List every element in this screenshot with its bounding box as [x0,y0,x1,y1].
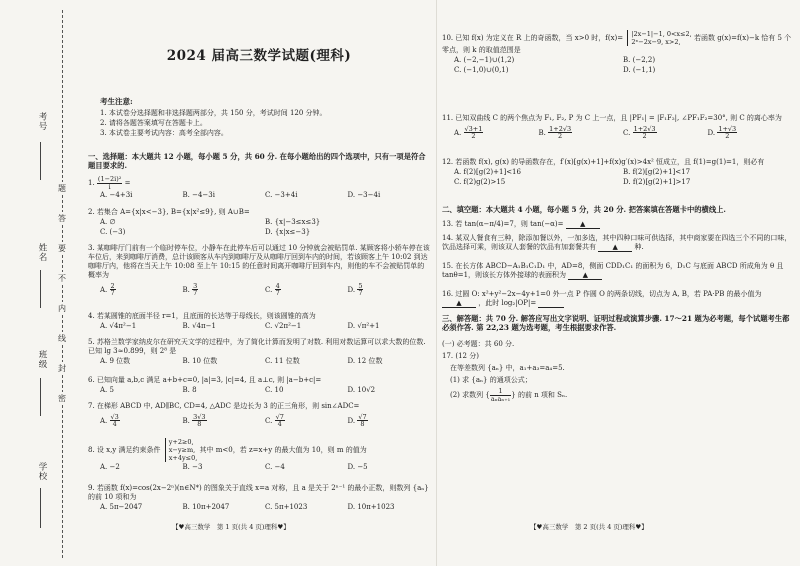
q11-stem: 11. 已知双曲线 C 的两个焦点为 F₁, F₂, P 为 C 上一点，且 |PF₁| = |F₁F₂|, ∠PF₁F₂=30°, 则 C 的离心率为 [442,114,782,122]
q12-option-c: C. f(2)g(2)>15 [454,177,506,186]
q1-option-c: C. −3+4i [265,191,298,199]
q9-option-a: A. 5π−2047 [100,502,143,511]
q1-fraction: $\frac{\text{(1−2i)²}}{i}$ [97,175,122,191]
q2-option-a: A. ∅ [100,217,116,226]
seal-char: 内 [54,302,70,315]
q2-stem: 2. 若集合 A={x|x<−3}, B={x|x²≤9}, 则 A∪B= [88,208,250,216]
section-fill-heading: 二、填空题：本大题共 4 小题，每小题 5 分，共 20 分. 把答案填在答题卡中的横线上. [442,205,726,214]
banji-line [40,378,41,416]
xuexiao-label: 学校 [37,462,47,481]
q13-answer-blank: ▲ [566,220,600,229]
q1-number: 1. [88,179,95,187]
q3-option-a: A. $\frac{2}{7}$ [100,281,115,298]
question-13 [442,220,792,229]
xingming-line [40,270,41,308]
question-11 [442,114,792,140]
binding-strip [0,0,86,566]
q7-option-d: D. $\frac{√7}{8}$ [347,412,367,429]
q9-option-d: D. 10π+1023 [347,502,395,511]
question-2 [88,208,430,237]
kaohao-line [40,142,41,180]
seal-char: 密 [54,392,70,405]
q10-piecewise: |2x−1|−1, 0<x≤2, 2ˣ−2x−9, x>2, [627,30,691,46]
q4-option-a: A. √4π²−1 [100,321,137,330]
q15-answer-blank: ▲ [568,271,602,280]
q7-option-b: B. $\frac{3√3}{8}$ [182,412,206,429]
question-10 [442,30,792,75]
q8-option-a: A. −2 [100,463,120,472]
left-page-footer: 【♥高三数学 第 1 页(共 4 页)理科♥】 [172,523,290,531]
q10-stem-1: 10. 已知 f(x) 为定义在 R 上的奇函数，当 x>0 时，f(x)= [442,34,624,43]
right-page-footer: 【♥高三数学 第 2 页(共 4 页)理科♥】 [530,523,648,531]
q4-option-d: D. √π²+1 [347,321,380,330]
q5-option-a: A. 9 位数 [100,356,131,365]
part-required-heading: (一) 必考题：共 60 分. [442,340,515,348]
q4-option-c: C. √2π²−1 [265,321,302,330]
q3-option-c: C. $\frac{4}{7}$ [265,281,280,298]
q17-part-1: (1) 求 {aₙ} 的通项公式； [450,376,532,384]
q11-option-a: A. $\frac{√3+1}{2}$ [454,124,483,141]
seal-char: 不 [54,272,70,285]
seal-char: 题 [54,182,70,195]
q6-option-c: C. 10 [265,385,284,394]
page-fold [436,0,437,566]
q10-option-a: A. (−2,−1)∪(1,2) [454,56,515,65]
q8-constraint-system: y+2≥0, x−y≥m, x+4y≤0, [165,438,198,462]
question-6 [88,376,430,395]
q8-option-d: D. −5 [347,463,368,472]
seal-char: 答 [54,212,70,225]
question-7 [88,402,430,428]
seal-char: 要 [54,242,70,255]
question-5 [88,338,430,366]
seal-char: 封 [54,362,70,375]
q6-option-a: A. 5 [100,385,114,394]
q17-condition: 在等差数列 {aₙ} 中，a₁+a₃=a₄=5. [450,364,565,372]
q5-option-d: D. 12 位数 [347,356,383,365]
q1-option-d: D. −3−4i [347,191,381,199]
notice-item: 1. 本试卷分选择题和非选择题两部分，共 150 分，考试时间 120 分钟。 [100,108,327,117]
q7-option-a: A. $\frac{√3}{4}$ [100,412,119,429]
notice-item: 3. 本试卷主要考试内容：高考全部内容。 [100,128,228,137]
q8-option-b: B. −3 [182,463,203,472]
notice-box [100,96,420,138]
q15-stem: 15. 在长方体 ABCD−A₁B₁C₁D₁ 中，AD=8，侧面 CDD₁C₁ 的面积为 6，D₁C 与底面 ABCD 所成角为 θ 且 tanθ=1，则该长方体外接球的表面积为 [442,262,784,279]
q6-option-b: B. 8 [182,385,197,394]
q9-option-c: C. 5π+1023 [265,502,308,511]
q8-stem-post: 其中 m<0，若 z=x+y 的最大值为 10，则 m 的值为 [199,446,367,455]
q10-option-c: C. (−1,0)∪(0,1) [454,66,509,75]
q16-second-blank [538,299,564,308]
q3-stem: 3. 某咖啡厅门前有一个临时停车位，小静车在此停车后可以通过 10 分钟就会被贴罚单. 某顾客将小轿车停在该车位后，来到咖啡厅消费，总计该顾客从车内到咖啡厅及从咖啡厅回到车内的时间，若该顾客上午 10:02 到达咖啡厅内，他将在当天上午 10:08 至上午 10:15 的任意时间离开咖啡厅回到车内，则他的车不会被贴罚单的概率为 [88,244,430,279]
q4-option-b: B. √4π−1 [182,321,216,330]
q14-stem: 14. 某双人餐食有三种，除添加餐以外，一加多选，其中四种口味可供选择，其中商家要在四选三个不同的口味，饮品选择可乘，则该双人套餐的饮品有加套餐共有 [442,234,792,251]
q9-stem: 9. 若函数 f(x)=cos(2x−2ⁿ)(n∈N*) 的图象关于直线 x=a 对称，且 a 是关于 2ⁿ⁻¹ 的最小正数，则数列 {aₙ} 的前 10 项和为 [88,484,429,501]
q3-option-d: D. $\frac{5}{7}$ [347,281,363,298]
q17-part-2: (2) 求数列 { $\frac{1}{\text{aₙaₙ₊₁}}$ } 的前 n 项和 Sₙ. [450,387,568,403]
q6-option-d: D. 10√2 [347,385,376,394]
q8-stem-pre: 8. 设 x,y 满足约束条件 [88,446,161,455]
q14-answer-blank: ▲ [598,243,632,252]
q16-stem: 16. 过圆 O: x²+y²−2x−4y+1=0 外一点 P 作圆 O 的两条切线，切点为 A, B，若 PA·PB 的最小值为 [442,290,762,298]
q13-stem: 13. 若 tan(α−π/4)=7，则 tan(−α)= [442,220,564,229]
q5-option-b: B. 10 位数 [182,356,218,365]
kaohao-label: 考号 [37,112,47,131]
xingming-label: 姓名 [37,243,47,262]
q6-stem: 6. 已知向量 a,b,c 满足 a+b+c=0, |a|=3, |c|=4, 且 a⊥c, 则 |a−b+c|= [88,376,322,384]
question-12 [442,158,792,187]
q11-option-c: C. $\frac{1+2√3}{2}$ [623,124,656,141]
q12-option-b: B. f(2)[g(2)+1]<17 [623,167,691,176]
q2-option-b: B. {x|−3≤x≤3} [265,217,321,226]
q5-option-c: C. 11 位数 [265,356,300,365]
q14-tail: 种. [634,243,644,251]
banji-label: 班级 [37,350,47,369]
q16-answer-blank: ▲ [442,299,476,308]
exam-title: 2024 届高三数学试题(理科) [166,48,352,64]
q5-stem: 5. 苏格兰数学家纳皮尔在研究天文学的过程中，为了简化计算而发明了对数. 利用对数运算可以求大数的位数. 已知 lg 3≈0.899，则 2⁸ 是 [88,338,426,355]
question-8 [88,438,430,472]
question-14 [442,234,792,252]
question-4 [88,312,430,331]
section-solution-heading: 三、解答题：共 70 分. 解答应写出文字说明、证明过程或演算步骤. 17～21 题为必考题，每个试题考生都必须作答. 第 22,23 题为选考题，考生根据要求作答. [442,314,790,333]
seal-char: 线 [54,332,70,345]
q12-stem: 12. 若函数 f(x), g(x) 的导函数存在，f′(x)[g(x)+1]+f(x)g′(x)>4x² 恒成立，且 f(1)=g(1)=1，则必有 [442,158,765,166]
q10-option-d: D. (−1,1) [623,66,656,75]
q11-option-b: B. $\frac{1+2√3}{2}$ [538,124,572,141]
q1-option-a: A. −4+3i [100,191,133,199]
q17-heading: 17. (12 分) [442,352,479,360]
question-9 [88,484,430,512]
q7-stem: 7. 在梯形 ABCD 中, AD∥BC, CD=4, △ADC 是边长为 3 的正三角形，则 sin∠ADC= [88,402,360,410]
q9-option-b: B. 10π+2047 [182,502,230,511]
q12-option-a: A. f(2)[g(2)+1]<16 [454,167,521,176]
q7-option-c: C. $\frac{√7}{4}$ [265,412,284,429]
q2-option-d: D. {x|x≤−3} [265,227,311,236]
q8-option-c: C. −4 [265,463,285,472]
notice-item: 2. 请将各题答案填写在答题卡上。 [100,118,207,127]
q16-tail: ，此时 log₂|OP|= [478,299,537,307]
section-choice-heading: 一、选择题：本大题共 12 小题，每小题 5 分，共 60 分. 在每小题给出的四个选项中，只有一项是符合题目要求的. [88,152,426,171]
q2-option-c: C. (−3) [100,227,126,236]
q3-option-b: B. $\frac{3}{7}$ [182,281,198,298]
notice-heading: 考生注意: [100,97,133,106]
q1-option-b: B. −4−3i [182,191,215,199]
xuexiao-line [40,488,41,528]
q11-option-d: D. $\frac{1+√3}{2}$ [707,124,737,141]
q12-option-d: D. f(2)[g(2)+1]>17 [623,177,691,186]
question-16 [442,290,792,308]
q10-stem-2: 若函数 g(x)=f(x)−k 恰有 5 个零点，则 k 的取值范围是 [442,34,792,55]
q10-option-b: B. (−2,2) [623,56,656,65]
question-3 [88,244,430,297]
question-15 [442,262,792,280]
q1-tail: = [124,179,131,187]
question-1 [88,176,430,200]
q4-stem: 4. 若某圆锥的底面半径 r=1，且底面的长达等于母线长，则该圆锥的高为 [88,312,316,320]
